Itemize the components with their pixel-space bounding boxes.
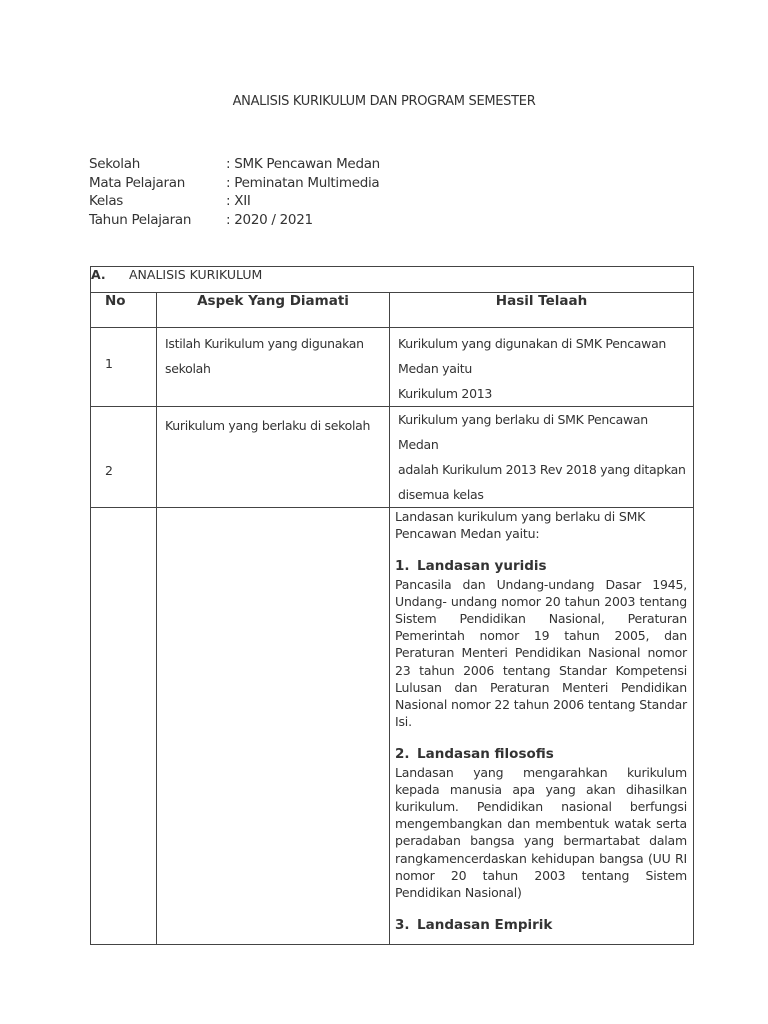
table-row (91, 508, 694, 945)
subsection-number: 1. (395, 558, 410, 575)
subsection-heading-yuridis (395, 558, 687, 575)
meta-label: Kelas (89, 193, 124, 209)
row-hasil (390, 328, 694, 407)
row-no: 2 (91, 407, 157, 508)
hasil-intro: Landasan kurikulum yang berlaku di SMK Pencawan Medan yaitu: (395, 509, 646, 542)
table-row (91, 328, 694, 407)
header-hasil: Hasil Telaah (390, 293, 694, 328)
section-header-row (91, 267, 694, 293)
meta-kelas (89, 192, 380, 211)
header-aspek: Aspek Yang Diamati (157, 293, 390, 328)
subsection-heading-empirik (395, 917, 687, 934)
section-title: ANALISIS KURIKULUM (129, 267, 263, 282)
hasil-line: Kurikulum yang digunakan di SMK Pencawan (398, 336, 667, 351)
row-aspek (157, 508, 390, 945)
subsection-body: Pancasila dan Undang-undang Dasar 1945, Undang- undang nomor 20 tahun 2003 tentang Sistem Pendidikan Nasional, Peraturan Pemerintah nomor 19 tahun 2005, dan Peraturan Menteri Pendidikan Nasional nomor 23 tahun 2006 tentang Standar Kompetensi Lulusan dan Peraturan Menteri Pendidikan Nasional nomor 22 tahun 2006 tentang Standar Isi. (395, 576, 687, 730)
hasil-line: Kurikulum yang berlaku di SMK Pencawan Medan (398, 412, 648, 452)
subsection-title: Landasan Empirik (417, 917, 553, 934)
meta-value: : SMK Pencawan Medan (226, 155, 380, 174)
subsection-number: 3. (395, 917, 410, 934)
row-hasil (390, 508, 694, 945)
hasil-line: Kurikulum 2013 (398, 386, 493, 401)
subsection-title: Landasan yuridis (417, 558, 547, 575)
subsection-title: Landasan filosofis (417, 746, 554, 763)
header-no: No (91, 293, 157, 328)
hasil-line: disemua kelas (398, 487, 484, 502)
row-hasil (390, 407, 694, 508)
meta-value: : Peminatan Multimedia (226, 174, 379, 193)
document-title: ANALISIS KURIKULUM DAN PROGRAM SEMESTER (232, 94, 536, 109)
table-row (91, 407, 694, 508)
row-aspek: Kurikulum yang berlaku di sekolah (157, 407, 390, 508)
row-no: 1 (91, 328, 157, 407)
meta-label: Tahun Pelajaran (89, 211, 192, 228)
section-header (91, 267, 694, 293)
row-no (91, 508, 157, 945)
hasil-line: Medan yaitu (398, 361, 473, 376)
meta-label: Mata Pelajaran (89, 174, 185, 191)
meta-mata-pelajaran (89, 174, 380, 193)
meta-tahun-pelajaran (89, 211, 380, 230)
meta-label: Sekolah (89, 156, 140, 172)
column-header-row (91, 293, 694, 328)
subsection-heading-filosofis (395, 746, 687, 763)
row-aspek: Istilah Kurikulum yang digunakan sekolah (157, 328, 390, 407)
section-letter: A. (91, 267, 106, 282)
analysis-table (90, 266, 694, 945)
meta-value: : 2020 / 2021 (226, 211, 313, 230)
document-meta (89, 155, 380, 229)
hasil-line: adalah Kurikulum 2013 Rev 2018 yang ditapkan (398, 462, 686, 477)
meta-value: : XII (226, 192, 251, 211)
meta-sekolah (89, 155, 380, 174)
subsection-body: Landasan yang mengarahkan kurikulum kepada manusia apa yang akan dihasilkan kurikulum. Pendidikan nasional berfungsi mengembangkan dan membentuk watak serta peradaban bangsa yang bermartabat dalam rangkamencerdaskan kehidupan bangsa (UU RI nomor 20 tahun 2003 tentang Sistem Pendidikan Nasional) (395, 764, 687, 901)
subsection-number: 2. (395, 746, 410, 763)
